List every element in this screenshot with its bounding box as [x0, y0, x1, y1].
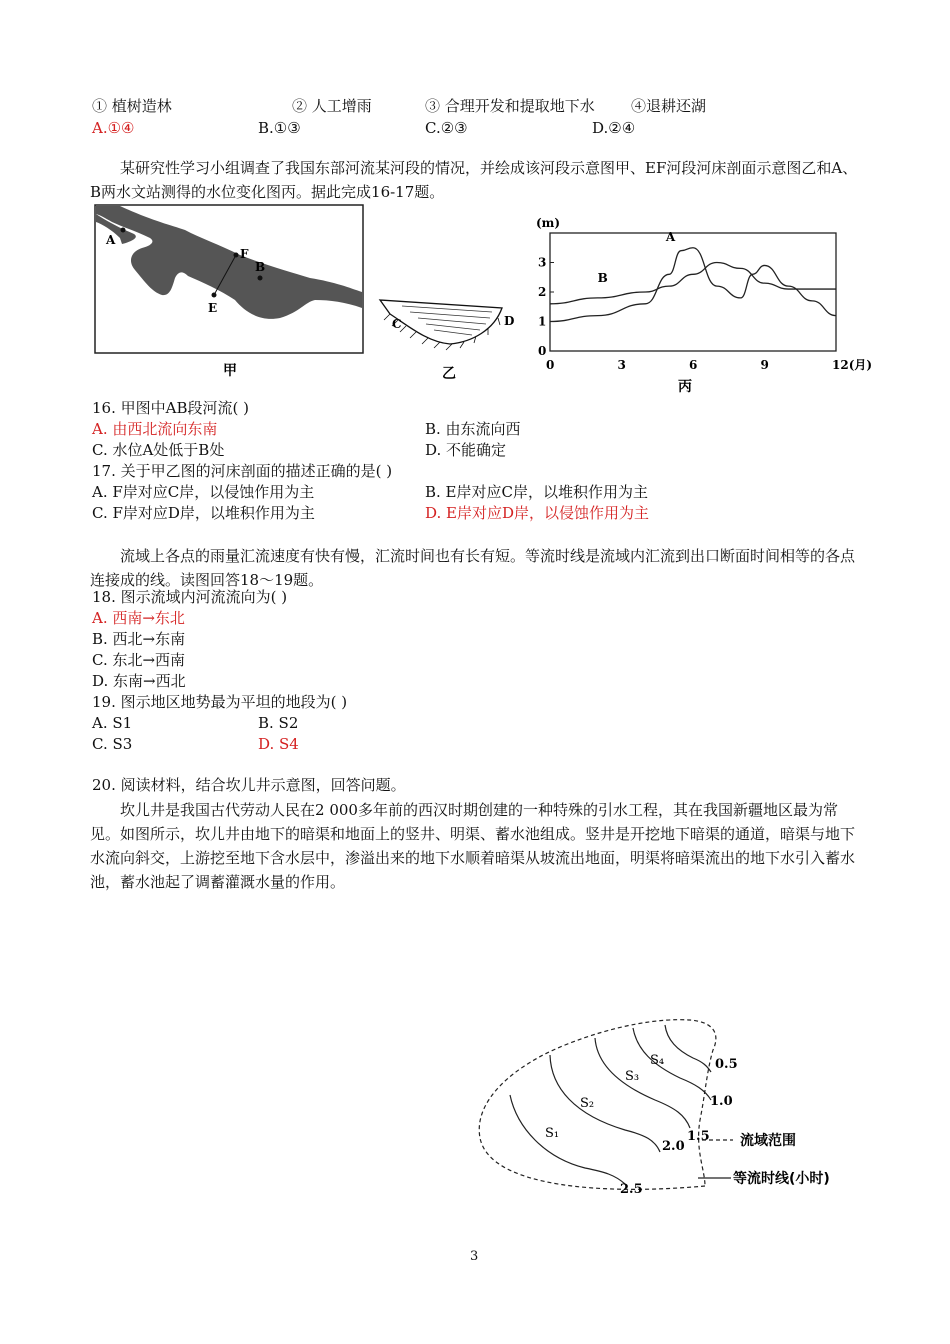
- q15-item-4: ④退耕还湖: [631, 97, 707, 115]
- q18-option-b: B. 西北→东南: [92, 630, 186, 648]
- label-a: A: [106, 233, 116, 247]
- y-tick-label: 2: [538, 285, 547, 299]
- figure-yi-cross-section: [372, 290, 522, 385]
- intro-16-17: 某研究性学习小组调查了我国东部河流某河段的情况，并绘成该河段示意图甲、EF河段河床剖面示意图乙和A、B两水文站测得的水位变化图丙。据此完成16-17题。: [90, 159, 858, 201]
- q16-option-a: A. 由西北流向东南: [92, 420, 218, 438]
- value-0-5: 0.5: [715, 1057, 738, 1072]
- q17-option-a: A. F岸对应C岸，以侵蚀作用为主: [92, 483, 315, 501]
- q15-item-2: ② 人工增雨: [292, 97, 372, 115]
- q15-option-c: C.②③: [425, 119, 468, 137]
- value-2-0: 2.0: [662, 1139, 685, 1154]
- q15-item-3: ③ 合理开发和提取地下水: [425, 97, 595, 115]
- q16-option-d: D. 不能确定: [425, 441, 507, 459]
- x-tick-label: 12(月): [832, 358, 873, 372]
- x-tick-label: 0: [546, 358, 555, 372]
- x-tick-label: 9: [760, 358, 769, 372]
- zone-s2: S₂: [580, 1096, 595, 1111]
- label-b: B: [255, 260, 266, 274]
- label-c: C: [392, 317, 402, 331]
- q17-option-d: D. E岸对应D岸，以侵蚀作用为主: [425, 504, 650, 522]
- q20-stem: 20. 阅读材料，结合坎儿井示意图，回答问题。: [92, 776, 406, 794]
- q18-option-d: D. 东南→西北: [92, 672, 186, 690]
- label-f: F: [240, 247, 249, 261]
- q15-option-b: B.①③: [258, 119, 301, 137]
- y-tick-label: 3: [538, 255, 547, 270]
- zone-s3: S₃: [625, 1069, 640, 1084]
- q19-option-a: A. S1: [92, 714, 133, 732]
- q19-option-b: B. S2: [258, 714, 299, 732]
- x-tick-label: 6: [689, 358, 698, 372]
- q18-option-c: C. 东北→西南: [92, 651, 186, 669]
- isochrone-1-5: [595, 1038, 690, 1128]
- caption-yi: 乙: [442, 366, 456, 382]
- isochrone-figure: [455, 1010, 865, 1210]
- chart-frame: [550, 233, 836, 351]
- q16-stem: 16. 甲图中AB段河流( ): [92, 399, 249, 417]
- q15-option-d: D.②④: [592, 119, 636, 137]
- q18-stem: 18. 图示流域内河流流向为( ): [92, 588, 288, 606]
- q18-option-a: A. 西南→东北: [92, 609, 185, 627]
- isochrone-2-0: [550, 1055, 660, 1152]
- q19-option-c: C. S3: [92, 735, 133, 753]
- q20-passage: 坎儿井是我国古代劳动人民在2 000多年前的西汉时期创建的一种特殊的引水工程，其在我国新疆地区最为常见。如图所示，坎儿井由地下的暗渠和地面上的竖井、明渠、蓄水池组成。竖井是开挖地下暗渠的通道，暗渠与地下水流向斜交，上游挖至地下含水层中，渗溢出来的地下水顺着暗渠从坡流出地面，明渠将暗渠流出的地下水引入蓄水池，蓄水池起了调蓄灌溉水量的作用。: [90, 801, 856, 891]
- y-tick-label: 0: [538, 344, 547, 358]
- q16-option-b: B. 由东流向西: [425, 420, 521, 438]
- value-1-5: 1.5: [687, 1129, 710, 1144]
- legend-isochrone-label: 等流时线(小时): [733, 1171, 830, 1187]
- series-label-a: A: [665, 229, 676, 244]
- q16-option-c: C. 水位A处低于B处: [92, 441, 225, 459]
- point-b: [258, 276, 263, 281]
- q17-stem: 17. 关于甲乙图的河床剖面的描述正确的是( ): [92, 462, 393, 480]
- caption-jia: 甲: [223, 363, 237, 379]
- q19-stem: 19. 图示地区地势最为平坦的地段为( ): [92, 693, 348, 711]
- page-number: 3: [470, 1249, 479, 1264]
- series-label-b: B: [597, 271, 608, 286]
- q19-option-d: D. S4: [258, 735, 299, 753]
- legend-boundary-label: 流域范围: [740, 1133, 796, 1149]
- point-a: [121, 228, 126, 233]
- value-2-5: 2.5: [620, 1182, 643, 1197]
- q15-option-a: A.①④: [92, 119, 135, 137]
- y-tick-label: 1: [538, 314, 547, 329]
- caption-bing: 丙: [678, 379, 692, 395]
- figure-jia-river-map: [90, 200, 370, 385]
- y-unit-label: (m): [536, 216, 561, 230]
- basin-boundary: [479, 1020, 716, 1190]
- label-e: E: [208, 301, 218, 315]
- zone-s1: S₁: [545, 1126, 560, 1141]
- figure-bing-water-level-chart: [530, 205, 873, 395]
- q17-option-b: B. E岸对应C岸，以堆积作用为主: [425, 483, 648, 501]
- q17-option-c: C. F岸对应D岸，以堆积作用为主: [92, 504, 315, 522]
- intro-18-19: 流域上各点的雨量汇流速度有快有慢，汇流时间也有长有短。等流时线是流域内汇流到出口断面时间相等的各点连接成的线。读图回答18～19题。: [90, 547, 856, 589]
- x-tick-label: 3: [617, 358, 626, 372]
- isochrone-1-0: [633, 1028, 711, 1100]
- value-1-0: 1.0: [710, 1094, 733, 1109]
- label-d: D: [504, 314, 515, 328]
- isochrone-0-5: [665, 1025, 711, 1072]
- q15-item-1: ① 植树造林: [92, 97, 172, 115]
- isochrone-2-5: [510, 1095, 625, 1184]
- zone-s4: S₄: [650, 1053, 665, 1068]
